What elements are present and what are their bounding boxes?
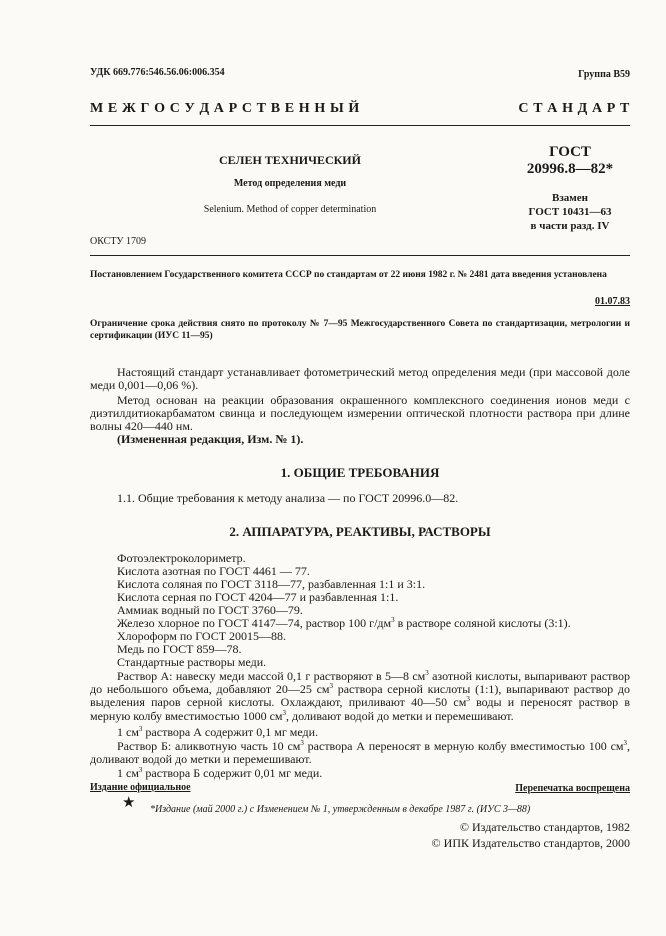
decree-text: Постановлением Государственного комитета СССР по стандартам от 22 июня 1982 г. № 2481 дата введения установлена [90, 270, 607, 280]
copyright-1982: © Издательство стандартов, 1982 [459, 820, 630, 834]
title-en: Selenium. Method of copper determination [203, 204, 377, 215]
intro-paragraph-1: Настоящий стандарт устанавливает фотометрический метод определения меди (при массовой доле меди 0,001—0,06 %). [90, 365, 630, 393]
solution-a-paragraph: Раствор А: навеску меди массой 0,1 г растворяют в 5—8 $см^3$ азотной кислоты, выпаривают раствор до небольшого объема, добавляют 20—25 $см^3$ раствора серной кислоты (1:1), выпаривают раствор до выделения паров серной кислоты. Охлаждают, приливают 40—50 $см^3$ воды и переносят раствор в мерную колбу вместимостью 1000 $см^3$, доливают водой до метки и перемешивают. [90, 669, 631, 723]
list-item: Стандартные растворы меди. [117, 655, 267, 669]
group-code: Группа В59 [578, 69, 630, 80]
section-2-title: 2. АППАРАТУРА, РЕАКТИВЫ, РАСТВОРЫ [229, 524, 491, 539]
replaces-gost: ГОСТ 10431—63 [528, 206, 612, 218]
list-item: Медь по ГОСТ 859—78. [117, 642, 242, 656]
limitation-text: Ограничение срока действия снято по протоколу № 7—95 Межгосударственного Совета по стандартизации, метрологии и сертификации (ИУС 11—95) [90, 319, 630, 341]
list-item: Кислота серная по ГОСТ 4204—77 и разбавленная 1:1. [117, 590, 399, 604]
list-item: Фотоэлектроколориметр. [117, 551, 246, 565]
udk-code: УДК 669.776:546.56.06:006.354 [90, 67, 225, 78]
replaces-label: Взамен [552, 192, 588, 204]
edition-note: *Издание (май 2000 г.) с Изменением № 1, утвержденным в декабре 1987 г. (ИУС 3—88) [150, 804, 531, 815]
gost-label: ГОСТ [549, 144, 591, 160]
iron-text: Железо хлорное по ГОСТ 4147—74, раствор 100 г/дм [117, 616, 392, 630]
reprint-notice: Перепечатка воспрещена [515, 783, 630, 794]
oksu-code: ОКСТУ 1709 [90, 236, 147, 247]
list-item: Аммиак водный по ГОСТ 3760—79. [117, 603, 303, 617]
gost-number: 20996.8—82* [526, 161, 614, 177]
solution-b-paragraph: Раствор Б: аликвотную часть 10 $см^3$ раствора А переносят в мерную колбу вместимостью 100 $см^3$, доливают водой до метки и перемешивают. [90, 739, 630, 767]
copyright-2000: © ИПК Издательство стандартов, 2000 [431, 836, 630, 850]
star-icon: ★ [122, 795, 136, 811]
title-ru: СЕЛЕН ТЕХНИЧЕСКИЙ [219, 153, 361, 167]
superscript: 3 [391, 616, 395, 624]
title-method: Метод определения меди [233, 178, 347, 189]
official-edition: Издание официальное [90, 782, 191, 793]
list-item: Кислота азотная по ГОСТ 4461 — 77. [117, 564, 310, 578]
top-rule [90, 125, 630, 126]
amendment-note: (Измененная редакция, Изм. № 1). [117, 432, 304, 446]
list-item: Хлороформ по ГОСТ 20015—88. [117, 629, 287, 643]
solution-a-concentration: 1 $см^3$ раствора А содержит 0,1 мг меди. [117, 725, 319, 739]
solution-b-concentration: 1 $см^3$ раствора Б содержит 0,01 мг меди. [117, 766, 323, 780]
iron-text-end: в растворе соляной кислоты (3:1). [394, 616, 571, 630]
intro-paragraph-2: Метод основан на реакции образования окрашенного комплексного соединения ионов меди с диэтилдитиокарбаматом свинца и последующем измерении оптической плотности раствора при длине волны 420—440 нм. [90, 393, 630, 434]
replaces-part: в части разд. IV [530, 220, 610, 232]
standard-type-word2: С Т А Н Д А Р Т [518, 101, 630, 116]
section-1-title: 1. ОБЩИЕ ТРЕБОВАНИЯ [280, 465, 440, 480]
decree-date: 01.07.83 [595, 296, 630, 307]
list-item: Кислота соляная по ГОСТ 3118—77, разбавленная 1:1 и 3:1. [117, 577, 426, 591]
section-1-text: 1.1. Общие требования к методу анализа — по ГОСТ 20996.0—82. [117, 491, 459, 505]
mid-rule [90, 255, 630, 256]
standard-type-word1: М Е Ж Г О С У Д А Р С Т В Е Н Н Ы Й [90, 101, 360, 116]
reagent-list [117, 552, 571, 669]
